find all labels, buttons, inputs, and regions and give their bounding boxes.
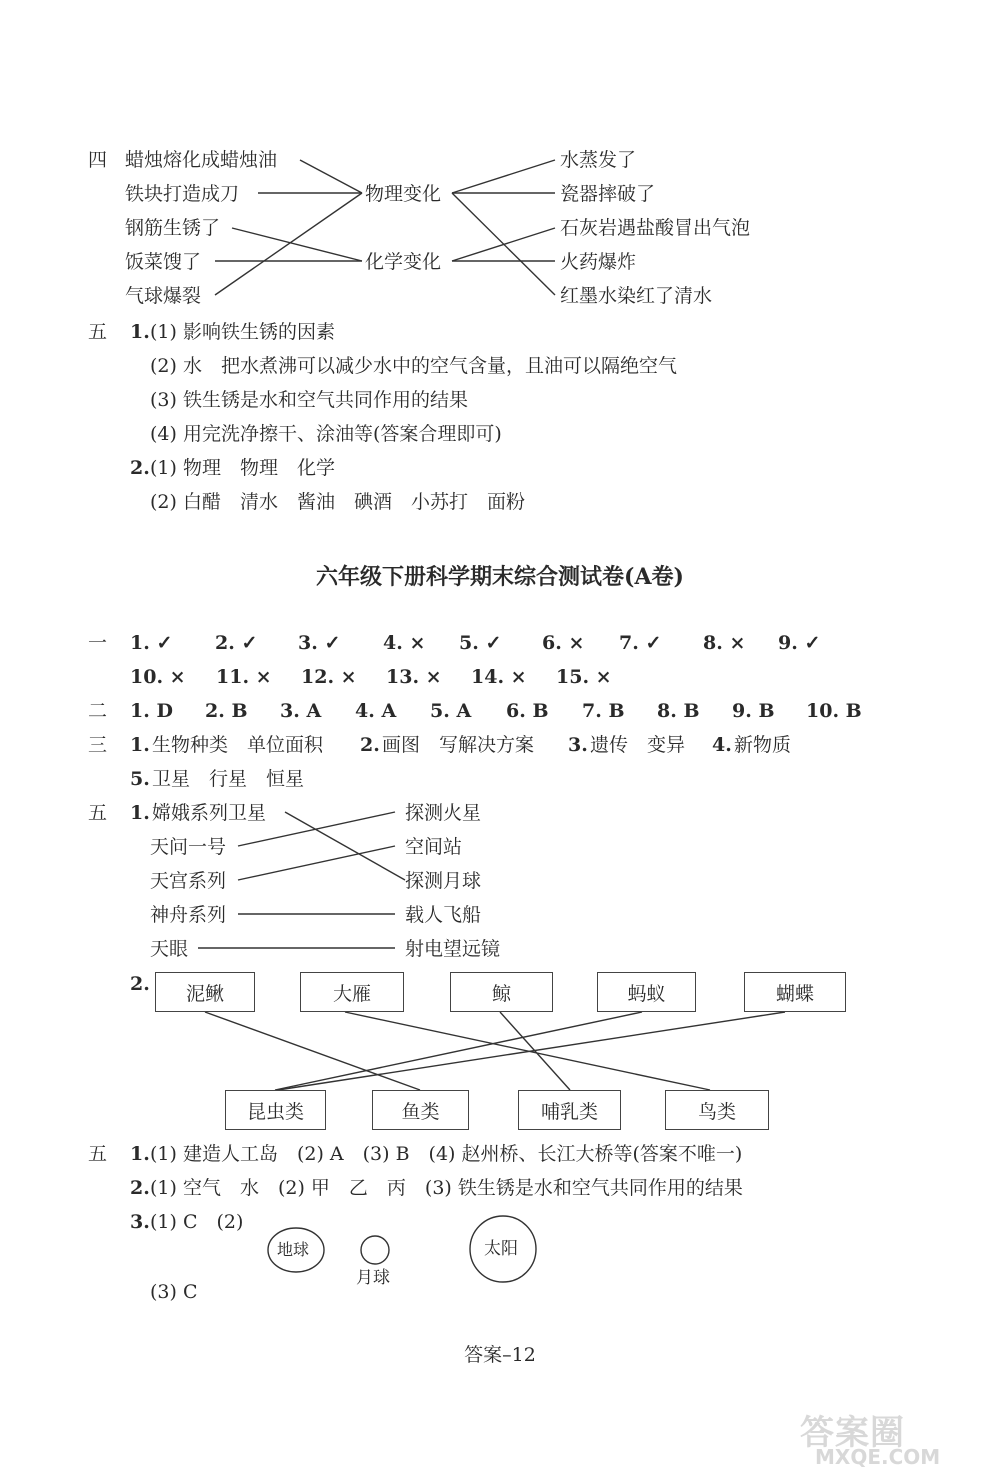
answer-item: 9. ✓ (778, 632, 821, 654)
answer-item: 11. × (216, 666, 272, 688)
left-item-candle: 蜡烛熔化成蜡烛油 (125, 149, 278, 171)
answer-item: 4. A (355, 700, 397, 722)
question-number: 1. (130, 1143, 150, 1165)
question-number: 2. (130, 457, 150, 479)
answer-text: 生物种类 单位面积 (152, 734, 324, 756)
answer-line: (4) 用完洗净擦干、涂油等(答案合理即可) (150, 423, 502, 445)
answer-line: (1) 建造人工岛 (2) A (3) B (4) 赵州桥、长江大桥等(答案不唯一) (150, 1143, 743, 1165)
left-item: 天问一号 (150, 836, 227, 858)
right-item: 射电望远镜 (405, 938, 501, 960)
answer-line: (2) 水 把水煮沸可以减少水中的空气含量，且油可以隔绝空气 (150, 355, 677, 377)
answer-item: 8. × (703, 632, 746, 654)
answer-item: 10. × (130, 666, 186, 688)
right-item-gunpowder: 火药爆炸 (560, 251, 637, 273)
right-item-evap: 水蒸发了 (560, 149, 637, 171)
mid-physical: 物理变化 (365, 183, 442, 205)
sun-label: 太阳 (484, 1239, 518, 1259)
question-number: 1. (130, 321, 150, 343)
animal-box-ant: 蚂蚁 (597, 972, 696, 1012)
class-box-mammal: 哺乳类 (518, 1090, 621, 1130)
animal-box-loach: 泥鳅 (155, 972, 255, 1012)
answer-item: 15. × (556, 666, 612, 688)
left-item-rust: 钢筋生锈了 (125, 217, 221, 239)
answer-line: (1) 物理 物理 化学 (150, 457, 335, 479)
question-number: 2. (360, 734, 380, 756)
line-candle-physical (300, 160, 362, 193)
answer-text: 卫星 行星 恒星 (152, 768, 305, 790)
answer-item: 14. × (471, 666, 527, 688)
right-item-porcelain: 瓷器摔破了 (560, 183, 656, 205)
section-number: 二 (88, 700, 108, 722)
answer-line: (1) 影响铁生锈的因素 (150, 321, 335, 343)
answer-item: 3. A (280, 700, 322, 722)
answer-item: 13. × (386, 666, 442, 688)
section-number: 五 (88, 802, 108, 824)
section-number: 四 (88, 149, 108, 171)
answer-item: 7. ✓ (619, 632, 662, 654)
left-item: 天宫系列 (150, 870, 227, 892)
animal-box-goose: 大雁 (300, 972, 404, 1012)
left-item-knife: 铁块打造成刀 (125, 183, 240, 205)
left-item: 神舟系列 (150, 904, 227, 926)
answer-item: 1. D (130, 700, 173, 722)
answer-line: (3) C (150, 1281, 198, 1303)
right-item: 探测月球 (405, 870, 482, 892)
question-number: 3. (568, 734, 588, 756)
question-number: 5. (130, 768, 150, 790)
right-item: 空间站 (405, 836, 463, 858)
page-title: 六年级下册科学期末综合测试卷(A卷) (316, 564, 684, 590)
question-number: 3. (130, 1211, 150, 1233)
question-number: 2. (130, 1177, 150, 1199)
line-butterfly-insect (278, 1012, 785, 1090)
moon-label: 月球 (356, 1268, 390, 1288)
answer-item: 2. B (205, 700, 248, 722)
answer-text: 画图 写解决方案 (382, 734, 535, 756)
line-tiangong-station (238, 846, 395, 880)
line-ant-insect (275, 1012, 642, 1090)
section-number: 五 (88, 321, 108, 343)
section-number: 一 (88, 632, 108, 654)
answer-item: 5. ✓ (459, 632, 502, 654)
class-box-bird: 鸟类 (665, 1090, 769, 1130)
earth-label: 地球 (277, 1240, 310, 1259)
right-item-ink: 红墨水染红了清水 (560, 285, 713, 307)
answer-item: 3. ✓ (298, 632, 341, 654)
line-rust-chemical (232, 228, 362, 261)
answer-item: 7. B (582, 700, 625, 722)
left-item: 天眼 (150, 938, 189, 960)
watermark-logo: 答案圈 (800, 1413, 905, 1453)
answer-item: 5. A (430, 700, 472, 722)
left-item-food: 饭菜馊了 (125, 251, 202, 273)
answer-item: 6. B (506, 700, 549, 722)
answer-item: 12. × (301, 666, 357, 688)
watermark-url: MXQE.COM (815, 1445, 941, 1469)
answer-text: 新物质 (734, 734, 792, 756)
class-box-fish: 鱼类 (372, 1090, 469, 1130)
question-number: 1. (130, 802, 150, 824)
answer-item: 10. B (806, 700, 862, 722)
line-balloon-physical (215, 193, 362, 295)
answer-item: 1. ✓ (130, 632, 173, 654)
section-number: 三 (88, 734, 108, 756)
answer-line: (2) 白醋 清水 酱油 碘酒 小苏打 面粉 (150, 491, 525, 513)
answer-item: 4. × (383, 632, 426, 654)
class-box-insect: 昆虫类 (225, 1090, 326, 1130)
line-chemical-limestone (452, 228, 555, 261)
page-number: 答案–12 (464, 1344, 536, 1366)
answer-item: 6. × (542, 632, 585, 654)
answer-item: 9. B (732, 700, 775, 722)
question-number: 2. (130, 973, 150, 995)
animal-box-whale: 鲸 (450, 972, 553, 1012)
answer-item: 8. B (657, 700, 700, 722)
answer-line: (3) 铁生锈是水和空气共同作用的结果 (150, 389, 468, 411)
right-item-limestone: 石灰岩遇盐酸冒出气泡 (560, 217, 751, 239)
mid-chemical: 化学变化 (365, 251, 442, 273)
section-number: 五 (88, 1143, 108, 1165)
question-number: 4. (712, 734, 732, 756)
animal-box-butterfly: 蝴蝶 (744, 972, 846, 1012)
answer-line: (1) C (2) (150, 1211, 244, 1233)
left-item: 嫦娥系列卫星 (152, 802, 267, 824)
right-item: 载人飞船 (405, 904, 482, 926)
right-item: 探测火星 (405, 802, 482, 824)
line-physical-evap (452, 160, 555, 193)
moon-circle (361, 1236, 389, 1264)
left-item-balloon: 气球爆裂 (125, 285, 202, 307)
line-loach-fish (205, 1012, 420, 1090)
answer-item: 2. ✓ (215, 632, 258, 654)
answer-line: (1) 空气 水 (2) 甲 乙 丙 (3) 铁生锈是水和空气共同作用的结果 (150, 1177, 743, 1199)
answer-text: 遗传 变异 (590, 734, 686, 756)
question-number: 1. (130, 734, 150, 756)
